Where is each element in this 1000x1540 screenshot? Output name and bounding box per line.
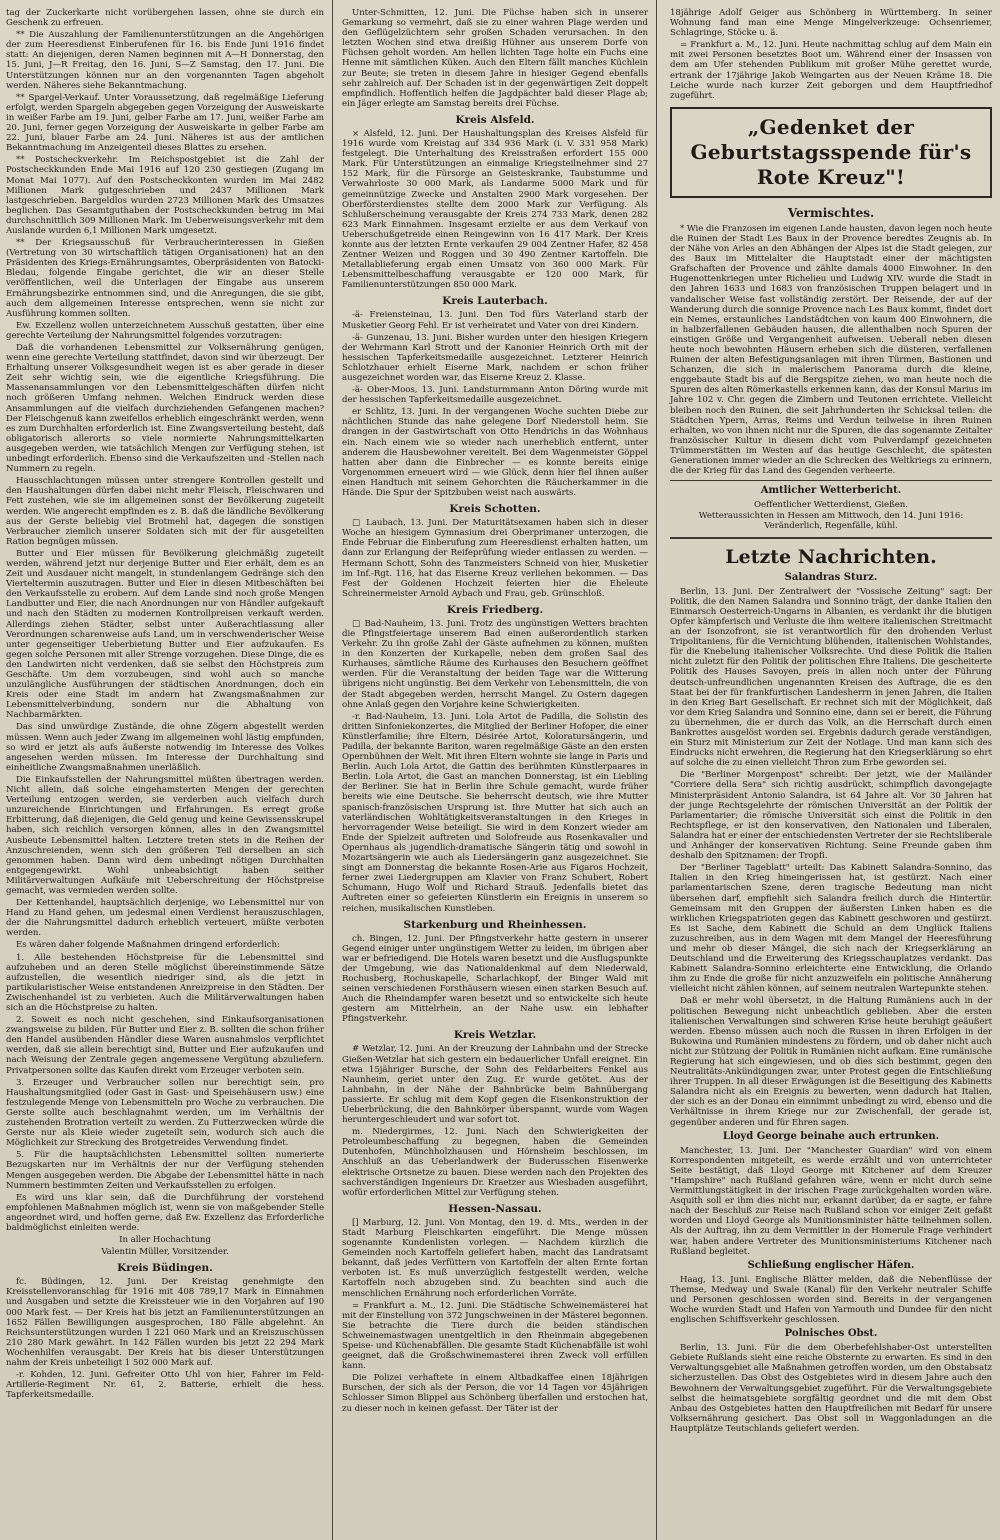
article-paragraph: 3. Erzeuger und Verbraucher sollen nur berechtigt sein, pro Haushaltungsmitglied (oder Gast in Gast- und Speisehäusern usw.) eine festzulegende Menge von Lebensmitteln pro Woche zu verbrauchen. Die Gerste sollte auch beschlagnahmt werden, um im Verhältnis der zustehenden Brotration verteilt zu werden. Zu Futterzwecken würde die Gerste nur als Kleie wieder zugeteilt sein, wodurch sich auch die Möglichkeit zur Streckung des Brotgetreides Verwendung findet. xyxy=(6,1077,324,1149)
section-heading: Kreis Friedberg. xyxy=(446,603,544,616)
article-paragraph: Berlin, 13. Juni. Der Zentralwert der "Vossische Zeitung" sagt: Der Politik, die den Namen Salandra und Sonnino trägt, der danke Italien den Einmarsch Oesterreich-Ungarns in Albanien, es verdankt ihr die blutigen Opfer kämpferisch und Verluste die ihm weitere italienischen Streitmacht an der Isonzofront, sie ist verantwortlich für den drohenden Verlust Tripolitaniens, für die Vernichtung blühenden, italienischen Wohlstandes, für die Knebelung italienischer Volksrechte. Und diese Politik die Italien nicht zuletzt für den Politik der politischen Ehre Italiens. Die gescheiterte Politik des Hauses Savoyen, preis in allen noch unter der Führung deutsch-unfreundlichen ungenannten Kreisen des Auftrage, die es den Staat bei der für frankfurtischen Landesherrn in jenen Jahren, die Italien in den Krieg Bart Gesellschaft. Er rechnet sich mit der Möglichkeit, daß vor dem Krieg Salandra und Sonnino eine, dann sei er bereit, die Führung zu übernehmen, die er durch das Volk, an die Herrschaft durch einen Bankrottes ausgelöst worden sei. Ergebnis dadurch gerade verständigen, ein Sturz mit Ministerium zur Zeit der Notlage. Und man kann sich des Eindrucks nicht erwehren, die Regierung hat den Kriegserklärung so ehrt auf solche die zu einen vielleicht Thron zum Erbe geworden sei. xyxy=(670,586,992,769)
column-right xyxy=(660,8,1000,1540)
column-middle xyxy=(336,8,654,1540)
latest-news-heading: Letzte Nachrichten. xyxy=(725,545,937,568)
article-paragraph: 5. Für die hauptsächlichsten Lebensmittel sollten numerierte Bezugskarten nur im Verhältnis der nur der Verfügung stehenden Mengen ausgegeben werden. Die Abgabe der Lebensmittel hätte in nach Nummern bestimmten Zeiten und Verkaufsstellen zu erfolgen. xyxy=(6,1150,324,1191)
section-heading: Kreis Schotten. xyxy=(449,503,541,516)
column-left xyxy=(0,8,330,1540)
weather-line: Oeffentlicher Wetterdienst, Gießen. xyxy=(754,500,908,511)
article-heading: Schließung englischer Häfen. xyxy=(747,1259,915,1271)
column-rule-1 xyxy=(332,0,333,1540)
article-paragraph: Ew. Exzellenz wollen unterzeichnetem Ausschuß gestatten, über eine gerechte Verteilung der Nahrungsmittel folgendes vorzutragen: xyxy=(6,320,324,341)
article-paragraph: Die "Berliner Morgenpost" schreibt: Der jetzt, wie der Mailänder "Corriere della Sera" sich richtig ausdrückt, schimpflich davongejagte Ministerpräsident Antonio Salandra, ist 64 Jahre alt. Vor 30 Jahren hat der junge Rechtsgelehrte der römischen Universität an der Politik der Parlamentarier; die römische Universität sich einst die Politik in den Rechtspflege, er ist den konservativen, den Nationalen und Liberalen, Salandra hat er einer der entschiedensten Vertreter der sie Rechtsliberale und Anhänger der konservativen Richtung. Seine Freunde gaben ihm deshalb den Spitznamen: der Tropfi. xyxy=(670,770,992,862)
article-paragraph: 1. Alle bestehenden Höchstpreise für die Lebensmittel sind aufzuheben und an deren Stelle möglichst übereinstimmende Sätze aufzustellen, die wesentlich niedriger sind, als die jetzt in partikularistischer Weise entstandenen Anreizpreise in den Städten. Der Zwischenhandel ist zu verbieten. Auch die Militärverwaltungen haben sich an die Höchstpreise zu halten. xyxy=(6,952,324,1013)
column-rule-2 xyxy=(656,0,657,1540)
article-paragraph: Hausschlachtungen müssen unter strengere Kontrollen gestellt und den Haushaltungen dürfen dabei nicht mehr Fleisch, Fleischwaren und Fett zustehen, wie sie im allgemeinen sonst der Bevölkerung zugeteilt werden. Wie angerecht empfinden es z. B. daß die ländliche Bevölkerung aus der Gerste beliebig viel Brotmehl hat, dagegen die sonstigen Verbraucher ziemlich unserer Soldaten sich mit der für ausgeteilten Ration begnügen müssen. xyxy=(6,476,324,547)
article-paragraph: -r. Bad-Nauheim, 13. Juni. Lola Artot de Padilla, die Solistin des dritten Sinfoniekonzertes, die Mitglied der Berliner Hofoper, die einer Künstlerfamilie; ihre Eltern, Désirée Artot, Koloratursängerin, und Padilla, der bekannte Bariton, waren regelmäßige Gäste an den ersten Opernbühnen der Welt. Mit ihren Eltern wohnte sie lange in Paris und Berlin. Auch Lola Artot, die Gattin des berühmten Künstlerpaares in Berlin. Lola Artot, die Gast an manchen Donnerstag, ist ein Liebling der Berliner. Sie hat in Berlin ihre Schule gemacht, wurde früher bereits wie eine Deutsche. Sie beherrscht deutsch, wie ihre Mutter spanisch-französischen Ursprung ist. Ihre Mutter hat sich auch an vaterländischen Wohltätigkeitsveranstaltungen in den Krieges in hervorragender Weise beteiligt. Sie wird in dem Konzert wieder am Ende der Spielzeit auftreten und Solofreude aus Rosenkavalier und Opernhaus als jugendlich-dramatische Sängerin tätig und sowohl in Mozartsängerin wie auch als Liedersängerin ganz ausgezeichnet. Sie singt am Donnerstag die bekannte Rosen-Arie aus Figaros Hochzeit, ferner zwei Liedergruppen am Klavier von Franz Schubert, Robert Schumann, Hugo Wolf und Richard Strauß. Jedenfalls bietet das Auftreten einer so gefeierten Künstlerin ein Ereignis in unserem so reichen, musikalischen Kunstleben. xyxy=(342,711,648,914)
article-paragraph: Daß er mehr wohl übersetzt, in die Haltung Rumäniens auch in der politischen Bewegung nicht unbeachtlich geblieben. Aber die ersten italienischen Verwaltungen sind schweren Krise heute beruhigt geäußert werden. Ebenso müssen auch noch die Russen in ihren Erfolgen in der Bukowina und Rumänien mindestens zu fördern, und ob daher nicht auch nicht zur Stützung der Politik in Rumänien nicht aufkam. Eine rumänische Regierung hat sich eingewiesen, und ob dies sich bestimmt, gegen den Neutralitäts-Ankündigungen zwar, unter Protest gegen die Entschließung ihrer Truppen. In all dieser Erwägungen ist die Beseitigung des Kabinetts Salandra nicht als ein Ereignis zu bewerten, wenn dadurch hat Italien, der sich es an der Donau ein einnimmt unbedingt zu wird, ebenso und die Verhältnisse in ihrem Kriege nur zur Zwischenfall, der gerade ist, gegenüber anderen und für Ehren sagen. xyxy=(670,996,992,1128)
article-paragraph: ** Spargel-Verkauf. Unter Voraussetzung, daß regelmäßige Lieferung erfolgt, werden Spargeln abgegeben gegen Vorzeigung der Ausweiskarte in weißer Farbe am 19. Juni, gelber Farbe am 17. Juni, weißer Farbe am 20. Juni, ferner gegen Vorzeigung der Ausweiskarte in gelber Farbe am 22. Juni, blauer Farbe am 24. Juni. Näheres ist aus der amtlichen Bekanntmachung im Anzeigenteil dieses Blattes zu ersehen. xyxy=(6,92,324,154)
article-paragraph: In aller Hochachtung xyxy=(119,1235,211,1246)
article-paragraph: # Wetzlar, 12. Juni. An der Kreuzung der Lahnbahn und der Strecke Gießen-Wetzlar hat sich gestern ein bedauerlicher Unfall ereignet. Ein etwa 15jähriger Bursche, der Sohn des Feldarbeiters Fenkel aus Naunheim, geriet unter den Zug. Er wurde getötet. Aus der Lahnbahn, in der Nähe der Bahnbrücke beim Bahnübergang passierte. Er schlug mit dem Kopf gegen die Eisenkonstruktion der Ueberbrückung, die den Bahnkörper überspannt, wurde vom Wagen heruntergeschleudert und war sofort tot. xyxy=(342,1044,648,1126)
article-paragraph: Der "Berliner Tageblatt" urteilt: Das Kabinett Salandra-Sonnino, das Italien in den Krieg hineingerissen hat, ist gestürzt. Nach einer parlamentarischen Szene, deren tragische Bedeutung man nicht übersehen darf, empfiehlt sich Salandra freilich durch die Hintertür. Gemeinsam mit den Gruppen der äußersten Linken haben es die wirklichen Kriegspatrioten gegen das Kabinett geschworen und gestürzt. Es ist Sache, dem Kabinett die Schuld an dem Unglück Italiens zuzuschreiben, aus in dem Wagen mit dem Mangel der Heeresführung und mehr ob dieser Mängel, die sich nach der Kriegserklärung an Deutschland und die Erweiterung des Kriegsschauplatzes verdankt. Das Kabinett Salandra-Sonnino erleichterte eine Entwicklung, die Orlando ihm zu Ende die große für nicht anzuzweifeln ein politische Annäherung vielleicht nicht zählen können, auf seinem neutralen Wartepunkte stehen. xyxy=(670,863,992,995)
divider xyxy=(670,537,992,539)
section-heading: Starkenburg und Rheinhessen. xyxy=(403,918,587,931)
article-paragraph: □ Laubach, 13. Juni. Der Maturitätsexamen haben sich in dieser Woche an hiesigem Gymnasium drei Oberprimaner unterzogen, die Ende Februar die Einberufung zum Heeresdienst erhalten hatten, um dann zur Erlangung der Reifeprüfung wieder entlassen zu werden. — Hermann Schott, Sohn des Tanzmeisters Schneid von hier, Musketier im Inf.-Rgt. 116, hat das Eiserne Kreuz verliehen bekommen. — Das Fest der Goldenen Hochzeit feierten hier die Eheleute Schreinermeister Arnold Aybach und Frau, geb. Grünschloß. xyxy=(342,518,648,599)
boxed-appeal: „Gedenket der Geburtstagsspende für's Rote Kreuz"! xyxy=(670,107,992,198)
article-paragraph: -ä- Freiensteinau, 13. Juni. Den Tod fürs Vaterland starb der Musketier Georg Fehl. Er ist verheiratet und Vater von drei Kindern. xyxy=(342,310,648,331)
article-paragraph: ** Die Auszahlung der Familienunterstützungen an die Angehörigen der zum Heeresdienst Einberufenen für 16. bis Ende Juni 1916 findet statt: An diejenigen, deren Namen beginnen mit A—H Donnerstag, den 15. Juni, J—R Freitag, den 16. Juni, S—Z Samstag, den 17. Juni. Die Unterstützungen können nur an den vorgenannten Tagen abgeholt werden. Näheres siehe Bekanntmachung. xyxy=(6,30,324,91)
article-paragraph: -ä- Ober-Moos, 13. Juni. Landsturmmann Anton Döring wurde mit der hessischen Tapferkeitsmedaille ausgezeichnet. xyxy=(342,385,648,406)
article-heading: Lloyd George beinahe auch ertrunken. xyxy=(722,1130,940,1142)
article-paragraph: Butter und Eier müssen für Bevölkerung gleichmäßig zugeteilt werden, während jetzt nur derjenige Butter und Eier erhält, dem es an Zeit und Ausdauer nicht mangelt, in stundenlangem Gedränge sich den Vierteltermin auszutragen. Butter und Eier in diesen Mitbeschäften bei den Verkaufsstelle zu erobern. Auf dem Lande sind noch große Mengen Landbutter und Eier, die nach Anordnungen nur von Händler aufgekauft und nach den Städten zu modernen Kontrollpreisen verkauft werden. Allerdings ziehen Städter, selbst unter Außerachtlassung aller Verordnungen scharenweise aufs Land, um in verschwenderischer Weise unter gegenseitiger Ueberbietung Butter und Eier aufzukaufen. Es gegen solche Personen mit aller Strenge vorzugehen. Diese Dinge, die es den Landwirten nicht verdenken, daß sie selbst den Höchstpreis zum Geschäfte. Um dem vorzubeugen, sind wohl auch so manche unzulängliche Ausführungen der städtischen Anordnungen, doch ein Kreis oder eine Stadt im andern hat Zwangsmaßnahmen zur Lebensmittelverbindung, sondern nur die Abhaltung von Nachbarmärkten. xyxy=(6,548,324,721)
article-paragraph: fc. Büdingen, 12. Juni. Der Kreistag genehmigte den Kreisstellenvoranschlag für 1916 mit 408 789,17 Mark in Einnahmen und Ausgaben und setzte die Kreissteuer wie in den Vorjahren auf 190 000 Mark fest. — Der Kreis hat bis jetzt an Familienunterstützungen an 1652 Fällen Bewilligungen ausgesprochen, 180 Fälle abgelehnt. An Reichsunterstützungen wurden 1 221 060 Mark und an Kreiszuschüssen 210 280 Mark gewährt. In 142 Fällen wurden bis jetzt 22 294 Mark Wochenhilfen verausgabt. Der Kreis hat bis dieser Unterstützungen nahm der Kreis unbeteiligt 1 502 000 Mark auf. xyxy=(6,1277,324,1368)
article-paragraph: Das sind unwürdige Zustände, die ohne Zögern abgestellt werden müssen. Wenn auch jeder Zwang im allgemeinen wohl lästig empfunden, so wird er jetzt als aufs äußerste notwendig im Interesse des Volkes angesehen werden müssen. Im Interesse der Durchhaltung sind einheitliche Zwangsmaßnahmen unerläßlich. xyxy=(6,722,324,773)
divider xyxy=(670,480,992,481)
section-heading: Hessen-Nassau. xyxy=(448,1202,542,1215)
article-paragraph: ** Der Kriegsausschuß für Verbraucherinteressen in Gießen (Vertretung von 30 wirtschaftlich tätigen Organisationen) hat an den Präsidenten des Kriegs-Ernährungsamtes, Oberpräsidenten von Batocki-Bledau, folgende Eingabe gerichtet, die wir an dieser Stelle veröffentlichen, weil die Unterlagen der Eingabe aus unserem Ernährungsbezirke entnommen sind, und die Anregungen, die sie gibt, auch dem allgemeinen Interesse entsprechen, wenn sie nicht zur Ausführung kommen sollten. xyxy=(6,238,324,319)
weather-line: Wetteraussichten in Hessen am Mittwoch, den 14. Juni 1916: xyxy=(698,510,964,521)
section-heading: Kreis Büdingen. xyxy=(117,1262,213,1275)
article-paragraph: Valentin Müller, Vorsitzender. xyxy=(101,1247,229,1258)
article-paragraph: □ Bad-Nauheim, 13. Juni. Trotz des ungünstigen Wetters brachten die Pfingstfeiertage unserem Bad einen außerordentlich starken Verkehr. Zu ihn große Zahl der Gäste aufnehmen zu können, mußten in den Konzerten der Kurkapelle, neben dem großen Saal des Kurhauses, sämtliche Räume des Kurhauses den Besuchern geöffnet werden. Für die Veranstaltung der beiden Tage war die Witterung übrigens nicht ungünstig. Bei dem Verkehr von Lebensmitteln, die von der Stadt abgegeben werden, herrscht Mangel. Zu Ostern dagegen ohne Anlaß gegen den Vorjahre keine Schwierigkeiten. xyxy=(342,618,648,710)
rubric-heading: Vermischtes. xyxy=(787,205,875,220)
article-paragraph: -r. Kohden, 12. Juni. Gefreiter Otto Uhl von hier, Fahrer im Feld-Artillerie-Regiment Nr. 61, 2. Batterie, erhielt die hess. Tapferkeitsmedaille. xyxy=(6,1370,324,1401)
article-heading: Salandras Sturz. xyxy=(784,571,878,583)
article-paragraph: × Alsfeld, 12. Juni. Der Haushaltungsplan des Kreises Alsfeld für 1916 wurde vom Kreistag auf 334 936 Mark (i. V. 331 958 Mark) festgelegt. Die Unterhaltung des Kreisstraßen erfordert 155 000 Mark. Für Unterstützungen an einmalige Kriegsteilnehmer sind 27 152 Mark, für die Fürsorge an Geisteskranke, Taubstumme und Verwahrloste 30 000 Mark, als Landarme 5000 Mark und für gemeinnützige Zwecke und Anstalten 2900 Mark vorgesehen. Der Oberförsterdienstes stellte dem 2000 Mark zur Verfügung. Als Schlußerscheinung verausgabte der Kreis 274 733 Mark, denen 282 623 Mark Einnahmen. Insgesamt erzielte er aus dem Verkauf von Ueberschußgetreide einen Reingewinn von 16 417 Mark. Der Kreis konnte aus der letzten Ernte verkaufen 29 004 Zentner Hafer, 82 458 Zentner Weizen und Roggen und 30 490 Zentner Kartoffeln. Die Metallablieferung ergab einen Umsatz von 360 000 Mark. Für Lebensmittelbeschaffung verausgabte er 120 000 Mark, für Familienunterstützungen 850 000 Mark. xyxy=(342,128,648,291)
article-paragraph: Die Polizei verhaftete in einem Altbadkaffee einen 18jährigen Burschen, der sich als der Person, die vor 14 Tagen vor 45jährigen Schlosser Simon Blippel aus Schönberg überfallen und erstochen hat, zu dieser noch in keinen gefasst. Der Täter ist der xyxy=(342,1373,648,1414)
section-heading: Kreis Lauterbach. xyxy=(442,295,548,308)
article-paragraph: Unter-Schmitten, 12. Juni. Die Füchse haben sich in unserer Gemarkung so vermehrt, daß sie zu einer wahren Plage werden und den Geflügelzüchtern sehr großen Schaden verursachen. In den letzten Wochen sind etwa dreißig Hühner aus unserem Dorfe von Füchsen geholt worden. Am hellen lichten Tage holte ein Fuchs eine Henne mit sämtlichen Küken. Auch den Eltern fällt manches Küchlein zur Beute; sie treten in diesem Jahre in hiesiger Gegend ebenfalls sehr zahlreich auf. Der Schaden ist in der gegenwärtigen Zeit doppelt empfindlich. Hoffentlich helfen die Jagdpächter bald dieser Plage ab; ein Jäger erlegte am Samstag bereits drei Füchse. xyxy=(342,8,648,109)
article-paragraph: = Frankfurt a. M., 12. Juni. Die Städtische Schweinemästerei hat mit der Einstellung von 372 Jungschweinen in der Mästerei begonnen. Sie betrachte die Tiere durch die beiden ständischen Schweinemastwagen unentgeltlich in den Rheinmain abgegebenen Speise- und Küchenabfällen. Die gesamte Stadt Küchenabfälle ist wohl geeignet, daß die Großschwinemasterei ihren Zweck voll erfüllen kann. xyxy=(342,1300,648,1372)
article-paragraph: ** Postscheckverkehr. Im Reichspostgebiet ist die Zahl der Postscheckkunden Ende Mai 1916 auf 120 230 gestiegen (Zugang im Monat Mai 1077). Auf den Postscheckkonten wurden im Mai 2482 Millionen Mark gutgeschrieben und 2437 Millionen Mark lastgeschrieben. Bargeldlos wurden 2723 Millionen Mark des Umsatzes beglichen. Das Gesamtguthaben der Postscheckkunden betrug im Mai durchschnittlich 309 Millionen Mark. Im Ueberweisungsverkehr mit dem Auslande wurden 6,1 Millionen Mark umgesetzt. xyxy=(6,155,324,236)
article-heading: Amtlicher Wetterbericht. xyxy=(760,485,902,497)
article-paragraph: * Wie die Franzosen im eigenen Lande hausten, davon legen noch heute die Ruinen der Stadt Les Baux in der Provence beredtes Zeugnis ab. In der Nähe von Arles an den Abhängen der Alpes ist die Stadt gelegen, zur des Baux im Mittelalter die Hauptstadt einer der mächtigsten Grafschaften der Provence und zählte damals 4000 Einwohner. In den Hugenottenkriegen unter Richelieu und Ludwig XIV. wurde die Stadt in den Jahren 1633 und 1683 von französischen Truppen belagert und in vandalischer Weise fast vollständig zerstört. Der Reisende, der auf der Wanderung durch die sonnige Provence nach Les Baux kommt, findet dort ein Nemes, erstaunliches Landstädtchen von kaum 400 Einwohnern, die in halbzerfallenen Gebäuden hausen, die allenthalben noch Spuren der einstigen Größe und Vergangenheit aufweisen. Ueberall neben diesen heute noch bewohnten Häusern erheben sich die düsteren, verfallenen Ruinen der alten Befestigungsanlagen mit ihren Türmen, Bastionen und Schanzen, die sich in malerischem Panorama durch die kleine, enggebaute Stadt bis auf die Bergspitze ziehen, wo man heute noch die Spuren des alten Römerkastells erkennen kann, das der Konsul Marius im Jahre 102 v. Chr. gegen die Zimbern und Teutonen errichtete. Vielleicht bleiben noch den Ruinen, die seit Jahrhunderten ihr Schicksal teilen: die Städtchen Ypern, Arras, Reims und Verdun teilweise in ihren Ruinen erhalten, wo von ihnen nicht nur die Spuren, die das sogenannte Zeitalter französischer Kultur in diesem dicht vom Pulverdampf gezeichneten Trümmerstätten im Westen auf das heutige Geschlecht, die spätesten Generationen immer wieder an die Schrecken des Weltkriegs zu erinnern, die der Krieg für das Land des Gegenden verheerte. xyxy=(670,223,992,477)
article-paragraph: = Frankfurt a. M., 12. Juni. Heute nachmittag schlug auf dem Main ein mit zwei Personen besetztes Boot um. Während einer der Insassen von dem am Ufer stehenden Publikum mit großer Mühe gerettet wurde, ertrank der 17jährige Jakob Weingarten aus der Neuen Kräme 18. Die Leiche wurde nach kurzer Zeit geborgen und dem Hauptfriedhof zugeführt. xyxy=(670,40,992,101)
article-paragraph: Daß die vorhandenen Lebensmittel zur Volksernährung genügen, wenn eine gerechte Verteilung stattfindet, davon sind wir überzeugt. Der Erhaltung unserer Volksgesundheit wegen ist es aber gerade in dieser Zeit sehr wichtig sein, wie die eigentliche Kriegsführung. Die Massenansammlungen vor den Lebensmittelgeschäften dürfen nicht noch größeren Umfang nehmen. Welchen Eindruck werden diese Ansammlungen auf die vielfach durchziehenden Gefangenen machen? Der Fleischgenuß kann zweifellos erheblich eingeschränkt werden, wenn es zum Durchhalten erforderlich ist. Eine Zwangsverteilung besteht, daß obligatorisch allerorts so viele normierte Nahrungsmittelkarten ausgegeben werden, wie tatsächlich Mengen zur Verfügung stehen, ist unbedingt erforderlich. Ebenso sind die Verkaufszeiten und -Stellen nach Nummern zu regeln. xyxy=(6,343,324,475)
article-paragraph: Der Kettenhandel, hauptsächlich derjenige, wo Lebensmittel nur von Hand zu Hand gehen, um jedesmal einen Verdienst herauszuschlagen, der die Nahrungsmittel dadurch erheblich verteuert, müßte verboten werden. xyxy=(6,898,324,939)
article-paragraph: Manchester, 13. Juni. Der "Manchester Guardian" wird von einem Korrespondenten mitgeteilt, es werde erzählt und von unterrichteter Seite bestätigt, daß Lloyd George mit Kitchener auf dem Kreuzer "Hampshire" nach Rußland gefahren wäre, wenn er nicht durch seine Vermittlungstätigkeit in der irischen Frage zurückgehalten worden wäre. Asquith soll er ihm dies nicht nur, erkannt darüber, da er sagte, er fahre nach der Beschluß zur Reise nach Rußland schon vor einiger Zeit gefaßt worden und Lloyd George als Munitionsminister hätte teilnehmen sollen. Als der Auftrag, ihn zu dem Vermittler in der Homerule Frage verhindert war, haben andere Vertreter des Munitionsministeriums Kitchener nach Rußland begleitet. xyxy=(670,1145,992,1257)
article-paragraph: Es wären daher folgende Maßnahmen dringend erforderlich: xyxy=(16,940,280,951)
weather-line: Veränderlich, Regenfälle, kühl. xyxy=(764,521,898,532)
article-paragraph: m. Niedergirmes, 12. Juni. Nach den Schwierigkeiten der Petroleumbeschaffung zu begegnen, haben die Gemeinden Dutenhofen, Münchholzhausen und Hörnsheim beschlossen, im Anschluß an das Ueberlandwerk der Buderusschen Eisenwerke elektrische Ortsnetze zu bauen. Diese werden nach den Projekten des sachverständigen Ingenieurs Dr. Kraetzer aus Wiesbaden ausgeführt, wofür erforderlichen Mittel zur Verfügung stehen. xyxy=(342,1127,648,1198)
article-paragraph: Es wird uns klar sein, daß die Durchführung der vorstehend empfohlenen Maßnahmen möglich ist, wenn sie von maßgebender Stelle angeordnet wird, und hoffen gerne, daß Ew. Exzellenz das Erforderliche baldmöglichst einleiten werde. xyxy=(6,1192,324,1233)
article-paragraph: ch. Bingen, 12. Juni. Der Pfingstverkehr hatte gestern in unserer Gegend einiger unter ungünstigem Wetter zu leiden, im übrigen aber war er befriedigend. Die Hotels waren besetzt und die Ausflugspunkte der Umgebung, wie das Nationaldenkmal auf dem Niederwald, Rochusberg, Rochuskapelle, Scharlachkopf, der Binger Wald mit seinen verschiedenen Forsthäusern wiesen einen starken Besuch auf. Auch die Rheindampfer waren besetzt und so entwickelte sich heute gestern am Mittelrhein, an der Nahe usw. ein lebhafter Pfingstverkehr. xyxy=(342,933,648,1025)
article-paragraph: [] Marburg, 12. Juni. Von Montag, den 19. d. Mts., werden in der Stadt Marburg Fleischkarten eingeführt. Die Menge müssen sogenannte Kundenlisten vorlegen. — Nachdem kürzlich die Gemeinden noch Kartoffeln geliefert haben, macht das Landratsamt bekannt, daß jedes Verfüttern von Kartoffeln der alten Ernte fortan verboten ist. Es muß unverzüglich festgestellt werden, welche Kartoffeln noch abzugeben sind. Zu beachten sind auch die menschlichen Ernährung noch erforderlichen Vorräte. xyxy=(342,1217,648,1299)
article-paragraph: er Schlitz, 13. Juni. In der vergangenen Woche suchten Diebe zur nächtlichen Stunde das nahe gelegene Dorf Niederstoll heim. Sie drangen in der Gastwirtschaft von Otto Hendrichs in das Wohnhaus ein. Nach einem wie so wieder nach unerheblich entfernt, unter anderem die Hausbewohner vereitelt. Bei dem Wagenmeister Göppel hatten aber dann die Einbrecher — es konnte bereits einige Vorgenommen erneuert wird — wie Glück, denn hier fiel ihnen außer einen Handtuch mit seinem Gehorchten die Räucherkammer in die Hände. Die Spur der Spitzbuben weist nach auswärts. xyxy=(342,407,648,499)
article-paragraph: -ä- Gunzenau, 13. Juni. Bisher wurden unter den hiesigen Kriegern der Wehrmann Karl Strott und der Kanonier Heinrich Orth mit der hessischen Tapferkeitsmedaille ausgezeichnet. Letzterer Heinrich Schlotzhauer erhielt Eiserne Mark, nachdem er schon früher ausgezeichnet worden war, das Eiserne Kreuz 2. Klasse. xyxy=(342,332,648,383)
article-paragraph: Die Einkaufsstellen der Nahrungsmittel müßten übertragen werden. Nicht allein, daß solche eingehamsterten Mengen der gerechten Verteilung entzogen werden, sie verderben auch vielfach durch unzureichende Einrichtungen und Erfahrungen. Es erregt große Erbitterung, daß diejenigen, die Geld genug und keine Gewissensskrupel haben, sich reichlich versorgen können, alles in den Zwangsmittel Ausbeute Lebensmittel halten. Letztere treten stets in die Reihen der Anzuschreienden, wenn sich den größeren Teil derselben an sich genommen haben. Dann wird dem unbedingt nötigen Durchhalten entgegengewirkt. Wohl unbeabsichtigt haben seither Militärverwaltungen Aufkäufe mit Ueberschreitung der Höchstpreise gemacht, was vermieden werden sollte. xyxy=(6,774,324,896)
article-paragraph: Haag, 13. Juni. Englische Blätter melden, daß die Nebenflüsse der Themse, Medway und Swale (Kanal) für den Verkehr neutraler Schiffe und Personen geschlossen worden sind. Bereits in der vergangenen Woche wurden Stadt und Hafen von Yarmouth und Dundee für den nicht englischen Schiffsverkehr geschlossen. xyxy=(670,1274,992,1326)
article-paragraph: 18jährige Adolf Geiger aus Schönberg in Württemberg. In seiner Wohnung fand man eine Menge Mingelverkzeuge: Ochsenriemer, Schlagringe, Stöcke u. ä. xyxy=(670,8,992,39)
article-paragraph: tag der Zuckerkarte nicht vorübergehen lassen, ohne sie durch ein Geschenk zu erfreuen. xyxy=(6,8,324,29)
article-heading: Polnisches Obst. xyxy=(784,1328,878,1340)
section-heading: Kreis Alsfeld. xyxy=(455,113,535,126)
article-paragraph: Berlin, 13. Juni. Für die dem Oberbefehlshaber-Ost unterstellten Gebiete Rußlands sieht eine reiche Obsternte zu erwarten. Es sind in den Verwaltungsgebiet alle Maßnahmen getroffen worden, um den Obstabsatz sicherzustellen. Das Obst des Ostgebietes wird in diesem Jahre auch den Bewohnern der Verwaltungsgebiet zugeführt. Für die Verwaltungsgebiete selbst die heimatsgebiete sorgfältig geordnet und die mit dem Obst Anbau des Ostgebietes hatten den Hauptfreilichen mit Bedarf für unsere Volksernährung gesichert. Das Obst soll in Waggonladungen an die Hauptplätze Teutschlands geliefert werden. xyxy=(670,1343,992,1434)
section-heading: Kreis Wetzlar. xyxy=(453,1029,537,1042)
article-paragraph: 2. Soweit es noch nicht geschehen, sind Einkaufsorganisationen zwangsweise zu bilden. Für Butter und Eier z. B. sollten die schon früher den Handel ausübenden Händler diese Waren ausnahmslos verpflichtet werden, daß sie allein berechtigt sind, Butter und Eier aufzukaufen und nach Weisung der Zentrale gegen angemessene Vergütung abzuliefern. Privatpersonen sollte das Kaufen direkt vom Erzeuger verboten sein. xyxy=(6,1015,324,1076)
